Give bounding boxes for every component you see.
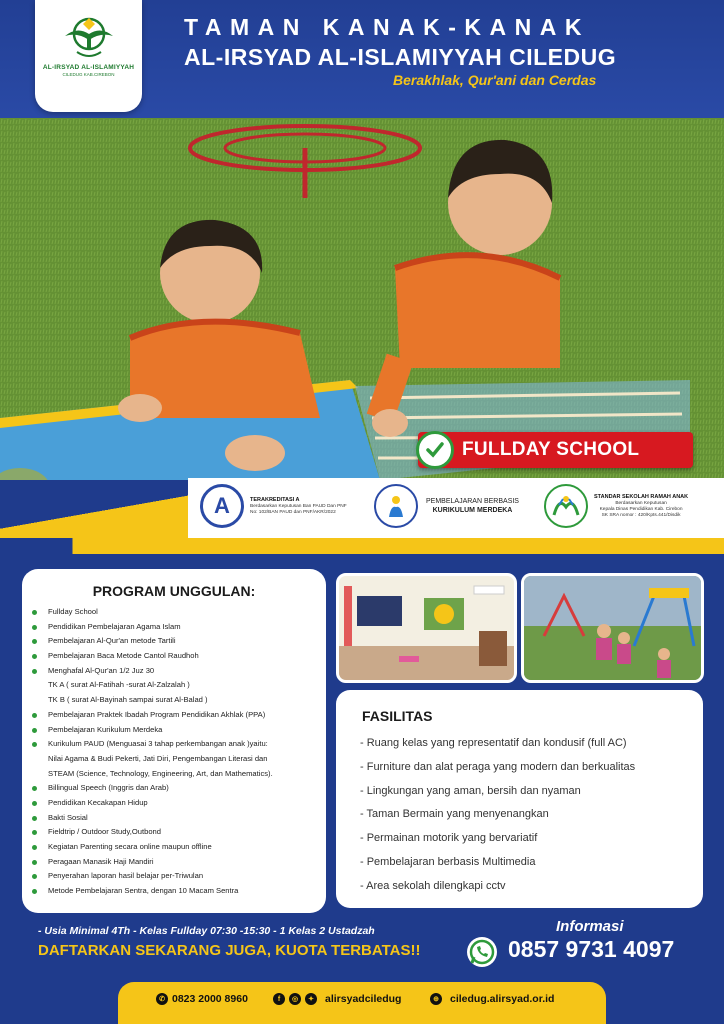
facility-item: - Lingkungan yang aman, bersih dan nyaman (360, 784, 581, 797)
globe-icon: ⊕ (430, 993, 442, 1005)
kurikulum-merdeka-icon (374, 484, 418, 528)
fullday-badge (418, 432, 693, 468)
program-card (22, 569, 326, 913)
program-item: Metode Pembelajaran Sentra, dengan 10 Macam Sentra (32, 884, 273, 899)
footer-phone[interactable] (156, 993, 248, 1005)
program-item: Pembelajaran Al-Qur'an metode Tartili (32, 634, 273, 649)
accreditation-a-line: Berdasarkan Keputusan Ban PAUD Dan PNF (250, 503, 347, 509)
program-item: STEAM (Science, Technology, Engineering, Art, dan Mathematics). (48, 768, 273, 778)
footer-social[interactable] (273, 993, 401, 1005)
accreditation-a-text (250, 497, 347, 516)
facility-item: - Taman Bermain yang menyenangkan (360, 808, 549, 821)
accreditation-strip (188, 478, 724, 538)
requirements-text: - Usia Minimal 4Th - Kelas Fullday 07:30 -15:30 - 1 Kelas 2 Ustadzah (38, 925, 375, 937)
facilities-card (336, 690, 703, 908)
hero-photo (0, 118, 724, 480)
program-item: Pendidikan Pembelajaran Agama Islam (32, 620, 273, 635)
program-item: TK B ( surat Al-Bayinah sampai surat Al-Balad ) (48, 695, 208, 705)
program-item: Billingual Speech (Inggris dan Arab) (32, 781, 273, 796)
whatsapp-icon[interactable] (466, 936, 498, 968)
school-name: AL-IRSYAD AL-ISLAMIYYAH CILEDUG (184, 44, 617, 70)
facilities-list (360, 732, 635, 899)
facility-item: - Furniture dan alat peraga yang modern dan berkualitas (360, 760, 636, 773)
program-item: Bakti Sosial (32, 811, 273, 826)
program-item: Nilai Agama & Budi Pekerti, Jati Diri, Pengembangan Literasi dan (48, 753, 268, 763)
ramah-anak-icon (544, 484, 588, 528)
program-item: Fieldtrip / Outdoor Study,Outbond (32, 825, 273, 840)
program-item: Kegiatan Parenting secara online maupun offline (32, 840, 273, 855)
ramah-anak-line: Kepala Dinas Pendidikan Kab. Cirebon (599, 506, 683, 512)
footer-website-text: ciledug.alirsyad.or.id (450, 993, 555, 1005)
kurikulum-title: PEMBELAJARAN BERBASIS (426, 498, 519, 505)
school-logo (35, 0, 142, 112)
accreditation-a-line: No: 102/BAN PAUD dan PNF/AKR/2022 (250, 509, 336, 515)
program-item: Pembelajaran Baca Metode Cantol Raudhoh (32, 649, 273, 664)
program-item: Kurikulum PAUD (Menguasai 3 tahap perkembangan anak )yaitu: (32, 737, 273, 752)
emblem-icon (63, 16, 115, 60)
kurikulum-subtitle: KURIKULUM MERDEKA (432, 507, 513, 514)
yellow-band (0, 538, 724, 554)
fullday-label: FULLDAY SCHOOL (462, 439, 640, 460)
accreditation-a (200, 484, 347, 528)
register-cta: DAFTARKAN SEKARANG JUGA, KUOTA TERBATAS!! (38, 942, 421, 959)
program-item: Menghafal Al-Qur'an 1/2 Juz 30 (32, 664, 273, 679)
instagram-icon: ◎ (289, 993, 301, 1005)
footer-phone-text: 0823 2000 8960 (172, 993, 248, 1005)
header (0, 0, 724, 118)
footer-website[interactable] (430, 993, 554, 1005)
sekolah-ramah-anak (544, 484, 688, 528)
classroom-photo (336, 573, 517, 683)
ramah-anak-title: STANDAR SEKOLAH RAMAH ANAK (594, 493, 689, 500)
logo-name: AL-IRSYAD AL-ISLAMIYYAH (42, 64, 135, 71)
facilities-title: FASILITAS (362, 708, 433, 724)
program-item: TK A ( surat Al-Fatihah -surat Al-Zalzalah ) (48, 680, 190, 690)
program-item: Pembelajaran Kurikulum Merdeka (32, 723, 273, 738)
ramah-anak-line: SK SRA nomor : 420/Kpts.441/Disdik (601, 512, 681, 518)
program-item: Peragaan Manasik Haji Mandiri (32, 855, 273, 870)
facility-item: - Pembelajaran berbasis Multimedia (360, 855, 536, 868)
whatsapp-phone[interactable]: 0857 9731 4097 (508, 936, 675, 962)
accreditation-a-title: TERAKREDITASI A (250, 496, 300, 503)
program-item: Fullday School (32, 605, 273, 620)
program-list (32, 605, 273, 899)
whatsapp-small-icon: ✆ (156, 993, 168, 1005)
tagline: Berakhlak, Qur'ani dan Cerdas (393, 72, 597, 88)
logo-subtitle: CILEDUG KAB.CIREBON (62, 72, 115, 77)
twitter-icon: ✦ (305, 993, 317, 1005)
school-type: TAMAN KANAK-KANAK (184, 14, 590, 40)
program-title: PROGRAM UNGGULAN: (92, 583, 256, 599)
check-circle-icon (416, 431, 454, 469)
facebook-icon: f (273, 993, 285, 1005)
program-item: Pembelajaran Praktek Ibadah Program Pendidikan Akhlak (PPA) (32, 708, 273, 723)
facility-item: - Area sekolah dilengkapi cctv (360, 879, 506, 892)
program-item: Penyerahan laporan hasil belajar per-Triwulan (32, 869, 273, 884)
facility-item: - Ruang kelas yang representatif dan kondusif (full AC) (360, 737, 627, 749)
kurikulum-merdeka (374, 484, 519, 528)
hero-illustration (0, 118, 724, 480)
playground-photo (521, 573, 704, 683)
program-item: Pendidikan Kecakapan Hidup (32, 796, 273, 811)
ramah-anak-line: Berdasarkan Keputusan (615, 500, 667, 506)
footer-bar (118, 982, 606, 1024)
info-label: Informasi (556, 918, 624, 935)
footer-social-text: alirsyadciledug (325, 993, 402, 1005)
ramah-anak-text (594, 494, 688, 519)
kurikulum-merdeka-text (426, 497, 519, 515)
facility-item: - Permainan motorik yang bervariatif (360, 832, 538, 845)
accreditation-a-icon: A (200, 484, 244, 528)
